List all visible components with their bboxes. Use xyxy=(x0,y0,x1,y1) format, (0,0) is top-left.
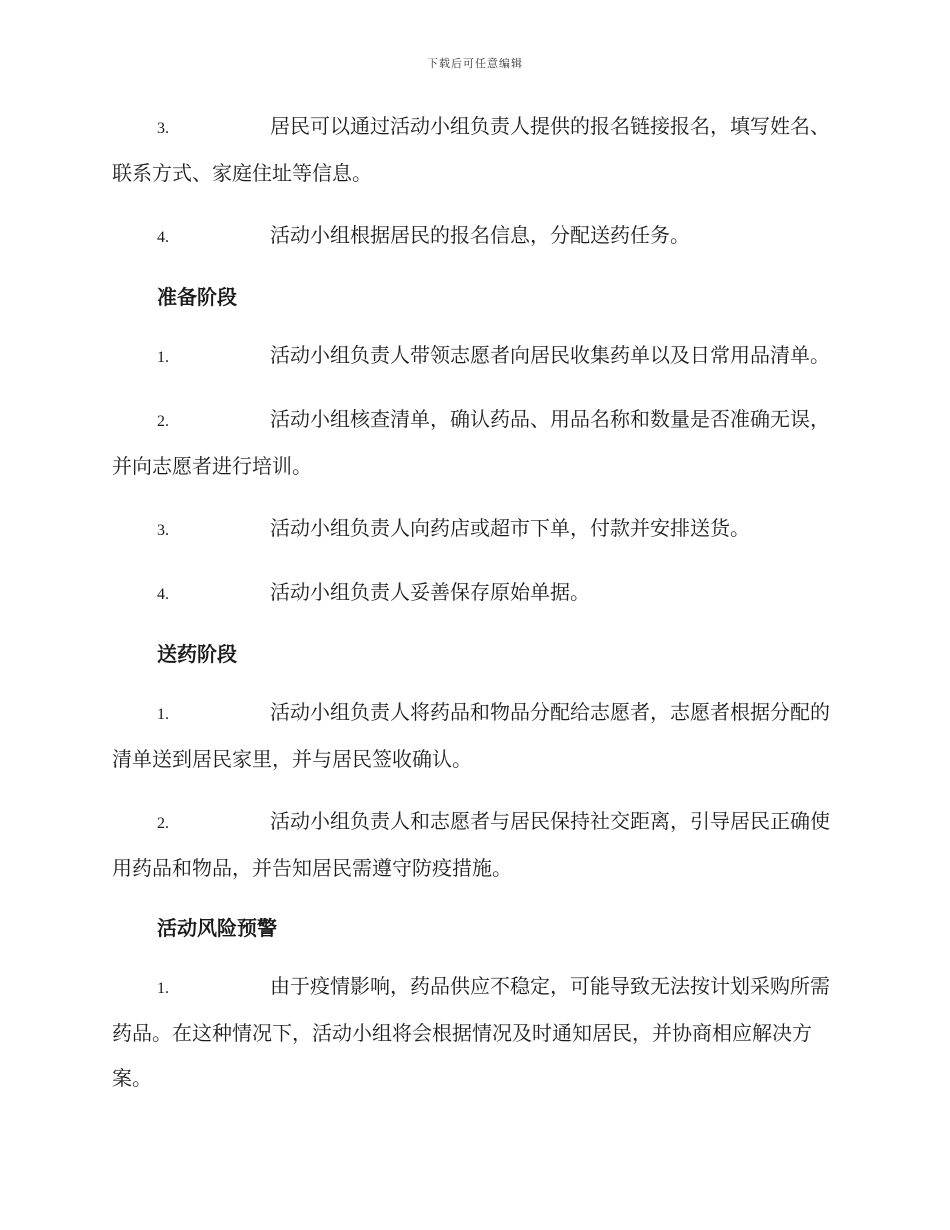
list-item-text: 由于疫情影响，药品供应不稳定，可能导致无法按计划采购所需药品。在这种情况下，活动小组将会根据情况及时通知居民，并协商相应解决方案。 xyxy=(112,974,830,1090)
list-item-number: 4. xyxy=(157,586,169,603)
list-item-number: 1. xyxy=(157,706,169,723)
list-item xyxy=(112,690,834,782)
list-item-number: 2. xyxy=(157,815,169,832)
list-item xyxy=(112,213,834,260)
list-item-text: 活动小组负责人妥善保存原始单据。 xyxy=(270,580,590,604)
list-item-number: 2. xyxy=(157,413,169,430)
list-item-number: 3. xyxy=(157,120,169,137)
list-item xyxy=(112,799,834,891)
list-item-number: 1. xyxy=(157,349,169,366)
section-heading-risk-warning: 活动风险预警 xyxy=(157,916,277,940)
list-item-text: 活动小组负责人和志愿者与居民保持社交距离，引导居民正确使用药品和物品，并告知居民需遵守防疫措施。 xyxy=(112,809,830,880)
list-item-number: 1. xyxy=(157,980,169,997)
list-item xyxy=(112,570,834,617)
list-item-text: 活动小组负责人向药店或超市下单，付款并安排送货。 xyxy=(270,516,750,540)
list-item xyxy=(112,333,834,380)
list-item-number: 3. xyxy=(157,522,169,539)
document-body xyxy=(112,104,834,1118)
list-item xyxy=(112,506,834,553)
list-item xyxy=(112,397,834,489)
page-header-note: 下载后可任意编辑 xyxy=(427,57,523,70)
list-item-text: 活动小组负责人带领志愿者向居民收集药单以及日常用品清单。 xyxy=(270,343,830,367)
list-item-text: 活动小组根据居民的报名信息，分配送药任务。 xyxy=(270,223,690,247)
section-heading-delivery: 送药阶段 xyxy=(157,642,237,666)
section-heading-preparation: 准备阶段 xyxy=(157,285,237,309)
list-item xyxy=(112,104,834,196)
list-item xyxy=(112,964,834,1101)
list-item-text: 居民可以通过活动小组负责人提供的报名链接报名，填写姓名、联系方式、家庭住址等信息。 xyxy=(112,114,830,185)
list-item-number: 4. xyxy=(157,229,169,246)
list-item-text: 活动小组负责人将药品和物品分配给志愿者，志愿者根据分配的清单送到居民家里，并与居民签收确认。 xyxy=(112,700,830,771)
list-item-text: 活动小组核查清单，确认药品、用品名称和数量是否准确无误，并向志愿者进行培训。 xyxy=(112,407,830,478)
